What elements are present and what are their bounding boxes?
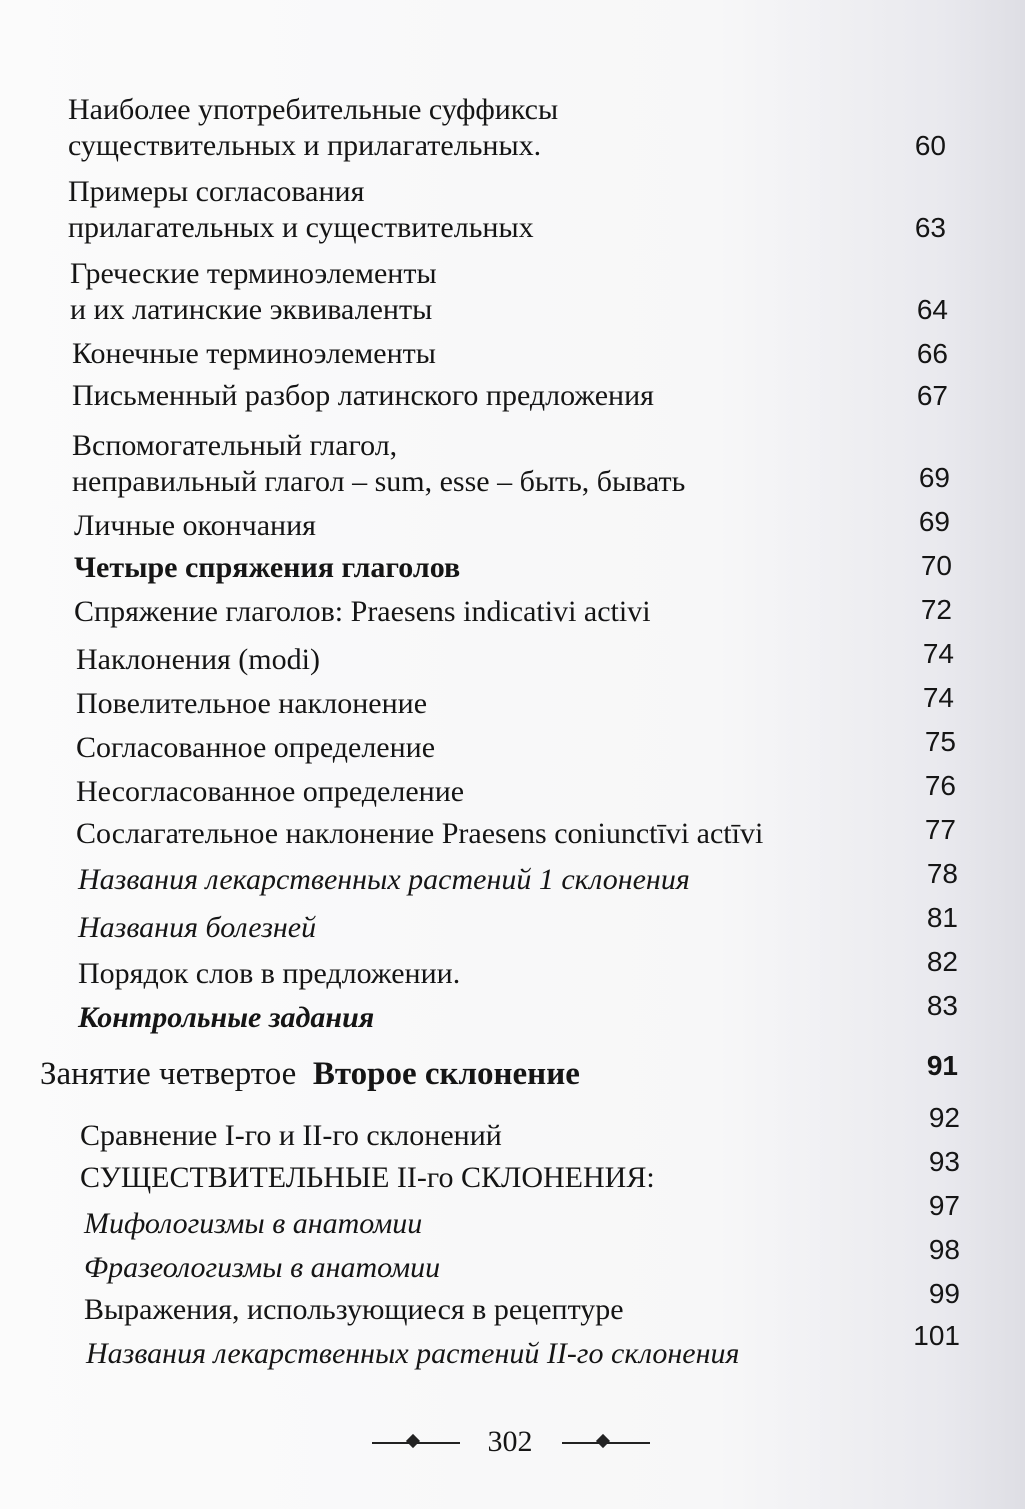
toc-entry-title <box>78 1000 374 1036</box>
toc-entry-title <box>76 642 320 678</box>
toc-entry-title <box>74 508 316 544</box>
toc-entry-title <box>72 378 654 414</box>
toc-entry-line: Греческие терминоэлементы <box>70 257 437 290</box>
toc-entry-line: Согласованное определение <box>76 731 436 764</box>
toc-entry-line: Повелительное наклонение <box>76 687 428 720</box>
toc-entry-title <box>74 550 460 586</box>
toc-page-number: 76 <box>924 770 956 801</box>
toc-entry-line: Вспомогательный глагол, <box>72 429 398 462</box>
toc-entry-title <box>76 730 435 766</box>
toc-entry-line: Конечные терминоэлементы <box>72 337 436 370</box>
toc-page-number: 93 <box>928 1146 960 1177</box>
toc-entry-line: Примеры согласования <box>68 175 365 208</box>
toc-entry-line: Названия лекарственных растений 1 склонения <box>78 863 690 896</box>
toc-page-number: 82 <box>926 946 958 977</box>
toc-entry-title <box>72 336 436 372</box>
toc-entry-line: Сравнение I-го и II-го склонений <box>80 1119 502 1152</box>
toc-entry-title <box>70 256 437 328</box>
toc-entry-title <box>84 1206 422 1242</box>
toc-page-number: 91 <box>926 1050 958 1081</box>
toc-entry-title <box>72 428 685 500</box>
toc-entry-line: Несогласованное определение <box>76 775 465 808</box>
toc-page-number: 83 <box>926 990 958 1021</box>
toc-entry-title <box>80 1118 502 1154</box>
toc-page-number: 66 <box>916 338 948 369</box>
toc-entry-line: Четыре спряжения глаголов <box>74 551 461 584</box>
toc-page-number: 63 <box>914 212 946 243</box>
toc-page-number: 81 <box>926 902 958 933</box>
toc-page-number: 70 <box>920 550 952 581</box>
toc-entry-title <box>68 174 534 246</box>
toc-entry-line: прилагательных и существительных <box>68 211 534 244</box>
toc-entry-title <box>84 1250 440 1286</box>
toc-entry-title <box>78 956 460 992</box>
toc-page-number: 78 <box>926 858 958 889</box>
toc-entry-title <box>40 1056 580 1092</box>
toc-entry-line: неправильный глагол – sum, esse – быть, бывать <box>72 465 686 498</box>
page-number: 302 <box>487 1425 533 1458</box>
page-footer <box>0 1422 1025 1462</box>
toc-page-number: 64 <box>916 294 948 325</box>
toc-entry-line: Мифологизмы в анатомии <box>84 1207 423 1240</box>
ornament-left-diamond <box>406 1434 420 1448</box>
toc-entry-title <box>76 774 464 810</box>
toc-entry-line: Наиболее употребительные суффиксы <box>68 93 559 126</box>
toc-entry-title <box>86 1336 739 1372</box>
toc-page-number: 69 <box>918 462 950 493</box>
toc-entry-line: и их латинские эквиваленты <box>70 293 433 326</box>
toc-page-number: 97 <box>928 1190 960 1221</box>
toc-entry-line: СУЩЕСТВИТЕЛЬНЫЕ II-го СКЛОНЕНИЯ: <box>80 1161 655 1194</box>
toc-entry-title <box>68 92 558 164</box>
toc-page-number: 75 <box>924 726 956 757</box>
toc-page-number: 69 <box>918 506 950 537</box>
toc-entry-title <box>80 1160 655 1196</box>
toc-entry-line: существительных и прилагательных. <box>68 129 542 162</box>
toc-entry-line: Письменный разбор латинского предложения <box>72 379 654 412</box>
toc-page-number: 74 <box>922 638 954 669</box>
toc-page-number: 72 <box>920 594 952 625</box>
toc-page-number: 74 <box>922 682 954 713</box>
toc-entry-line: Наклонения (modi) <box>76 643 320 676</box>
toc-entry-title <box>76 816 763 852</box>
toc-entry-title <box>76 686 427 722</box>
toc-entry-line: Сослагательное наклонение Praesens coniunctīvi actīvi <box>76 817 764 850</box>
toc-page-number: 98 <box>928 1234 960 1265</box>
toc-entry-title <box>74 594 651 630</box>
toc-entry-line: Выражения, использующиеся в рецептуре <box>84 1293 624 1326</box>
toc-entry-line: Личные окончания <box>74 509 316 542</box>
ornament-right-diamond <box>596 1434 610 1448</box>
toc-page-number: 92 <box>928 1102 960 1133</box>
toc-entry-line: Названия болезней <box>78 911 317 944</box>
toc-page-number: 101 <box>913 1320 960 1351</box>
toc-entry-title <box>84 1292 624 1328</box>
toc-entry-line: Названия лекарственных растений II-го склонения <box>86 1337 740 1370</box>
section-prefix: Занятие четвертое <box>40 1056 297 1092</box>
toc-page-number: 99 <box>928 1278 960 1309</box>
toc-page-number: 67 <box>916 380 948 411</box>
toc-entry-title <box>78 862 690 898</box>
toc-entry-line: Порядок слов в предложении. <box>78 957 461 990</box>
toc-entry-line: Спряжение глаголов: Praesens indicativi activi <box>74 595 651 628</box>
toc-page-number: 60 <box>914 130 946 161</box>
toc-page-number: 77 <box>924 814 956 845</box>
section-title: Второе склонение <box>312 1056 580 1092</box>
toc-entry-line: Фразеологизмы в анатомии <box>84 1251 441 1284</box>
toc-entry-line: Контрольные задания <box>78 1001 375 1034</box>
toc-entry-title <box>78 910 316 946</box>
